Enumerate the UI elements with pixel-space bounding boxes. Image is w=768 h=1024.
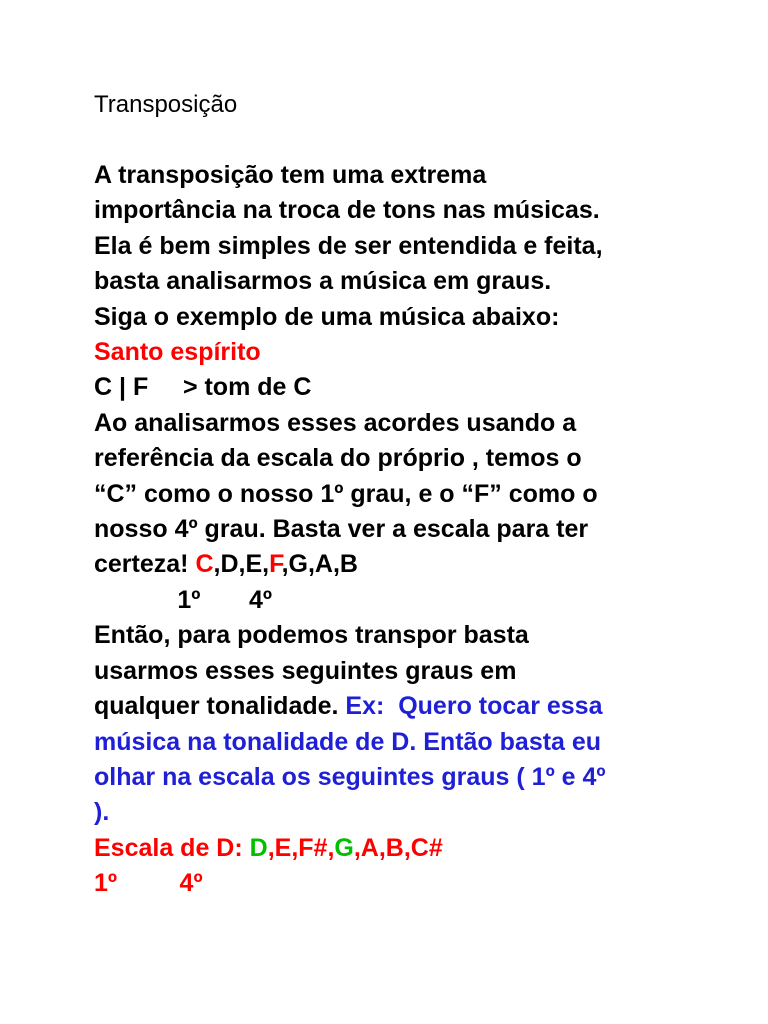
scale-note-g: G [334, 833, 354, 862]
example-line-3: olhar na escala os seguintes graus ( 1º e 4º [94, 762, 606, 791]
document-title: Transposição [94, 91, 238, 118]
scale-of-d-line [94, 831, 734, 866]
example-intro: Ex: Quero tocar essa [345, 692, 603, 721]
text-line-1: A transposição tem uma extrema [94, 161, 487, 189]
degrees-d-line: 1º 4º [94, 869, 203, 898]
example-line-4: ). [94, 798, 110, 827]
scale-of-c-line [94, 547, 734, 582]
scale-notes-middle: ,D,E, [213, 550, 270, 579]
chord-progression: C | F > tom de C [94, 373, 312, 402]
text-line-3: Ela é bem simples de ser entendida e feita, [94, 231, 603, 260]
scale-d-label: Escala de D: [94, 833, 250, 862]
text-line-2: importância na troca de tons nas músicas. [94, 196, 600, 225]
text-line-9: referência da escala do próprio , temos o [94, 444, 582, 473]
document-page [94, 88, 734, 902]
song-title: Santo espírito [94, 338, 261, 367]
scale-note-c: C [195, 550, 214, 579]
text-line-14: Então, para podemos transpor basta [94, 621, 529, 650]
paragraph-spacer [94, 122, 734, 158]
degrees-c-line: 1º 4º [94, 585, 273, 614]
text-line-8: Ao analisarmos esses acordes usando a [94, 408, 577, 437]
example-line-2: música na tonalidade de D. Então basta eu [94, 727, 602, 756]
document-body [94, 158, 734, 902]
scale-d-end: ,A,B,C# [353, 833, 443, 862]
text-line-4: basta analisarmos a música em graus. [94, 267, 552, 296]
scale-note-d: D [249, 833, 268, 862]
scale-note-f: F [269, 550, 282, 579]
text-line-16-prefix: qualquer tonalidade. [94, 692, 346, 721]
text-line-11: nosso 4º grau. Basta ver a escala para ter [94, 515, 589, 544]
text-line-5: Siga o exemplo de uma música abaixo: [94, 302, 560, 331]
text-line-15: usarmos esses seguintes graus em [94, 656, 517, 685]
text-line-16 [94, 689, 734, 724]
scale-prefix: certeza! [94, 550, 196, 579]
scale-notes-end: ,G,A,B [281, 550, 358, 579]
scale-d-middle: ,E,F#, [267, 833, 335, 862]
text-line-10: “C” como o nosso 1º grau, e o “F” como o [94, 479, 598, 508]
